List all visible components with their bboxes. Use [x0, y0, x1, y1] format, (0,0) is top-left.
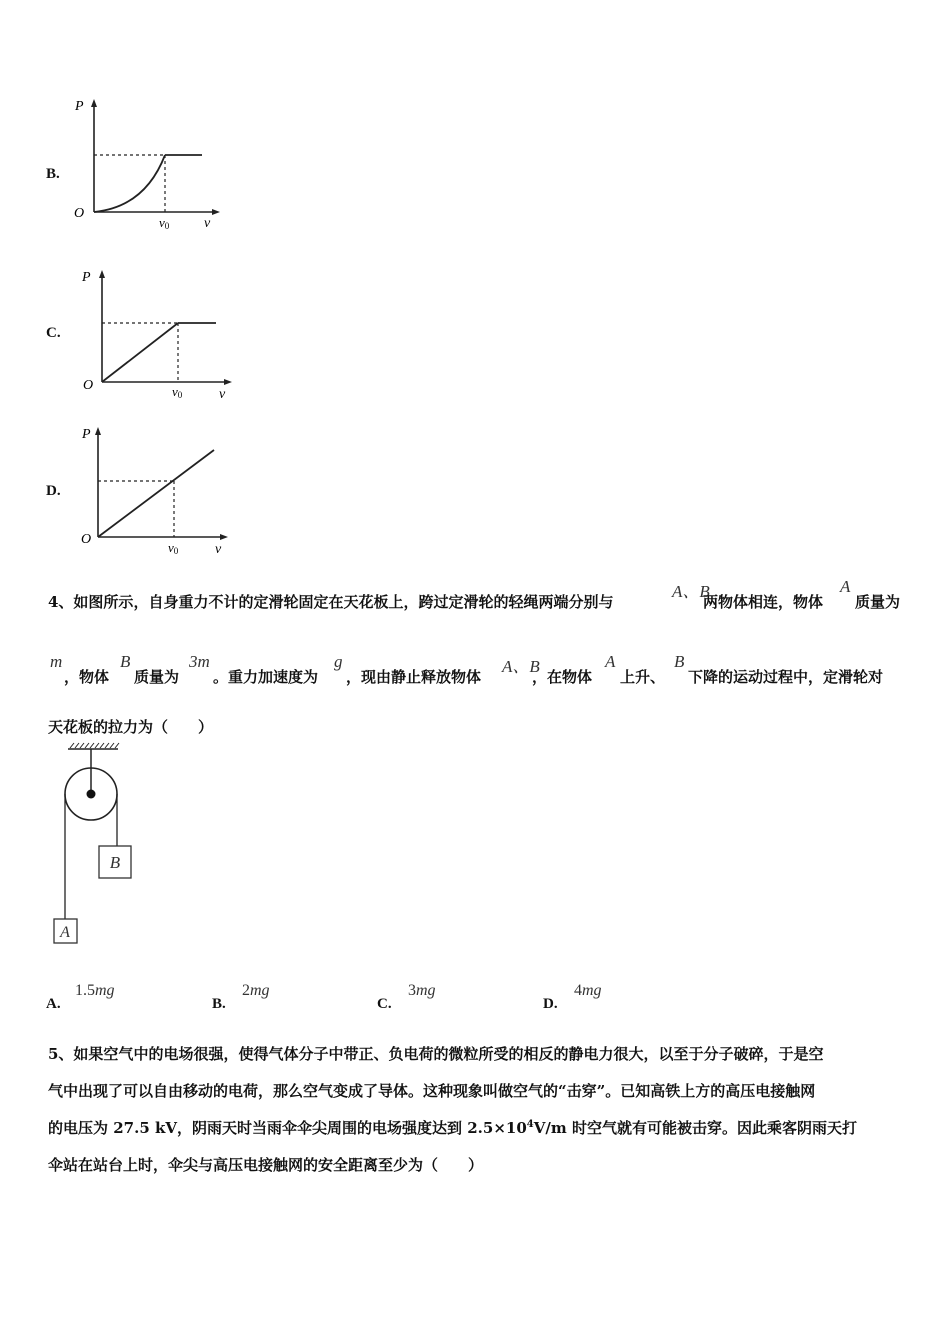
option-c-graph — [78, 265, 243, 405]
q4-line-3: 天花板的拉力为（ ） — [48, 718, 214, 736]
option-b-x-label: v — [204, 216, 211, 231]
q4-sym-3m: 3m — [189, 652, 210, 671]
option-c-x-label: v — [219, 387, 226, 402]
q4-line-1: 4、如图所示，自身重力不计的定滑轮固定在天花板上，跨过定滑轮的轻绳两端分别与 — [48, 593, 614, 611]
option-b-origin: O — [74, 206, 85, 221]
option-b-label: B. — [46, 166, 60, 182]
option-d-v0: v0 — [168, 540, 179, 556]
q4-answer-b[interactable]: B. 2mg — [212, 982, 270, 1012]
q4-line-2-a: ，物体 — [64, 668, 110, 686]
q4-line-2-c: 。重力加速度为 — [213, 668, 319, 686]
q4-line-2-g: 下降的运动过程中，定滑轮对 — [688, 668, 884, 686]
q4-line-1-b: 两物体相连，物体 — [703, 593, 824, 611]
pulley-figure — [40, 742, 150, 947]
q4-sym-a-1: A — [840, 577, 851, 596]
option-d-origin: O — [81, 532, 92, 547]
option-c-origin: O — [83, 378, 94, 393]
option-c-y-label: P — [82, 270, 91, 285]
q4-line-2-d: ，现由静止释放物体 — [346, 668, 482, 686]
q4-line-2-e: ，在物体 — [532, 668, 593, 686]
q4-answer-d[interactable]: D. 4mg — [543, 982, 602, 1012]
q4-sym-ab-1: A、B — [672, 582, 710, 601]
option-c-v0: v0 — [172, 384, 183, 400]
q4-sym-g: g — [334, 652, 343, 671]
q4-line-2-f: 上升、 — [620, 668, 666, 686]
q4-line-2-b: 质量为 — [134, 668, 180, 686]
option-c-line — [102, 323, 178, 382]
q4-sym-b-2: B — [674, 652, 685, 671]
q4-sym-b-1: B — [120, 652, 131, 671]
q5-line-1: 5、如果空气中的电场很强，使得气体分子中带正、负电荷的微粒所受的相反的静电力很大，以至于分子破碎，于是空 — [48, 1045, 824, 1063]
option-d-line — [98, 450, 214, 537]
option-d-graph — [78, 422, 243, 562]
option-b-curve — [94, 155, 165, 212]
q4-line-1-c: 质量为 — [855, 593, 901, 611]
q4-answer-c[interactable]: C. 3mg — [377, 982, 436, 1012]
q4-sym-m: m — [50, 652, 63, 671]
q5-line-3: 的电压为 27.5 kV，阴雨天时当雨伞伞尖周围的电场强度达到 $2.5\times 10^4V/m$ 时空气就有可能被击穿。因此乘客阴雨天打 — [48, 1119, 857, 1137]
q4-sym-ab-2: A、B — [502, 657, 540, 676]
option-d-y-label: P — [82, 427, 91, 442]
block-b-label: B — [109, 853, 121, 872]
option-b-v0: v0 — [159, 215, 170, 231]
q4-sym-a-2: A — [605, 652, 616, 671]
option-b-graph — [70, 95, 230, 235]
q5-line-2: 气中出现了可以自由移动的电荷，那么空气变成了导体。这种现象叫做空气的“击穿”。已知高铁上方的高压电接触网 — [48, 1082, 816, 1100]
option-b-y-label: P — [75, 99, 84, 114]
q4-answer-a[interactable]: A. 1.5mg — [46, 982, 115, 1012]
option-c-label: C. — [46, 325, 61, 341]
option-d-x-label: v — [215, 542, 222, 557]
q5-line-4: 伞站在站台上时，伞尖与高压电接触网的安全距离至少为（ ） — [48, 1156, 484, 1174]
option-d-label: D. — [46, 483, 61, 499]
block-a-label: A — [60, 924, 70, 941]
